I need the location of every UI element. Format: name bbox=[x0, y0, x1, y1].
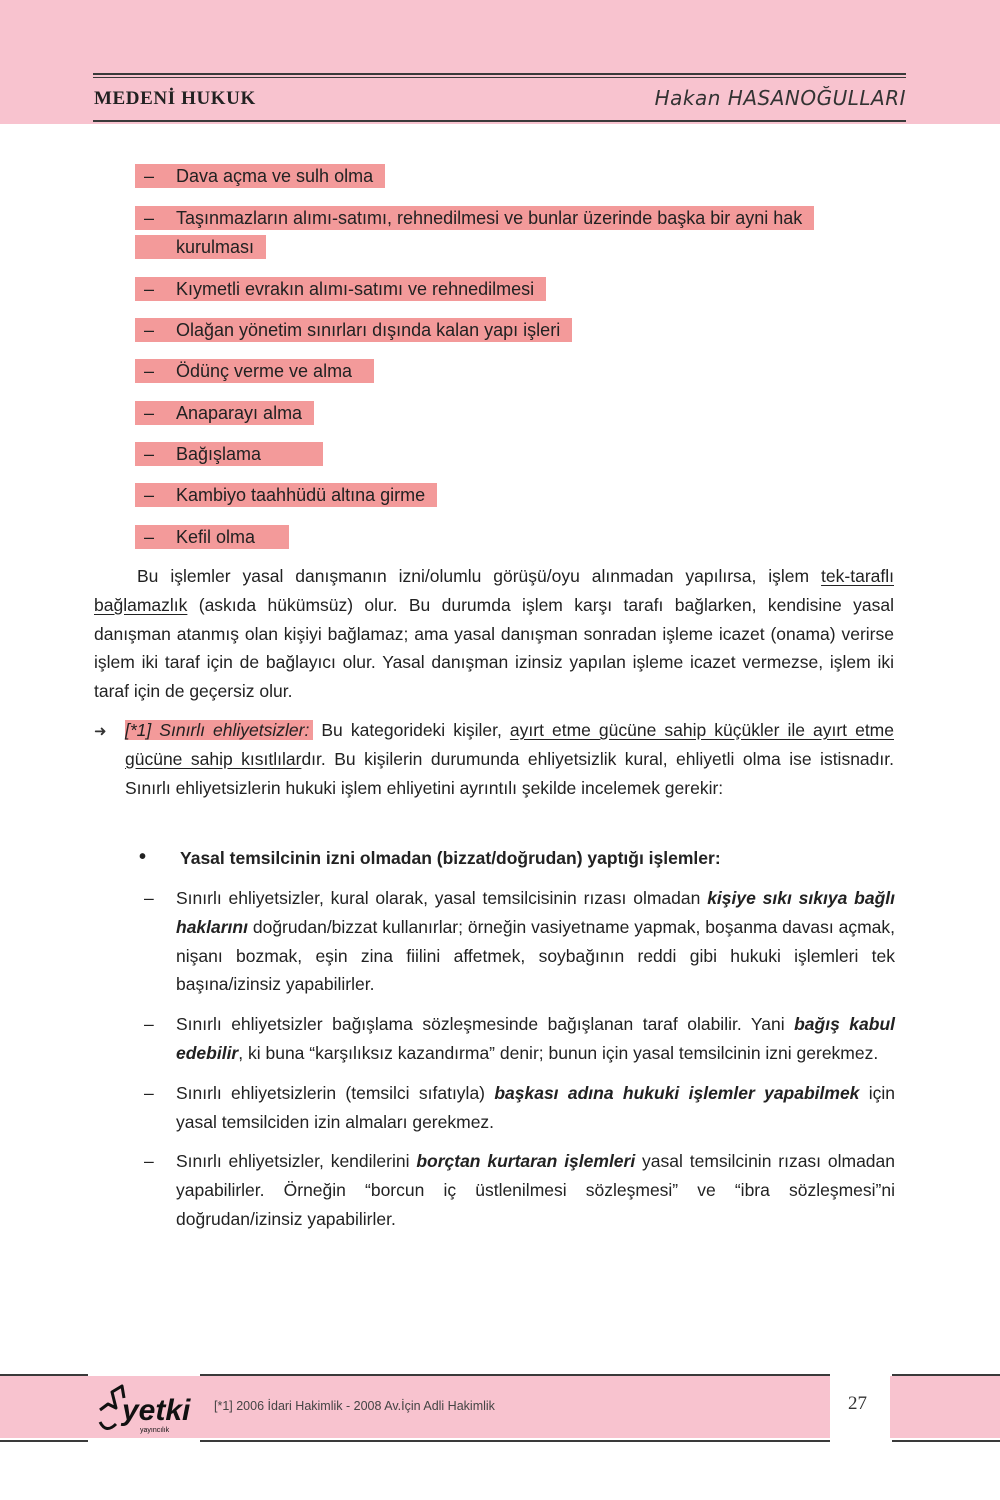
footer-rule bbox=[0, 1374, 88, 1376]
underlined-term: tek-taraflı bağlamazlık bbox=[94, 566, 894, 615]
sub-list bbox=[135, 884, 895, 1245]
list-item: – Olağan yönetim sınırları dışında kalan yapı işleri bbox=[135, 316, 900, 345]
footnote: [*1] 2006 İdari Hakimlik - 2008 Av.İçin Adli Hakimlik bbox=[214, 1399, 495, 1413]
list-item: – Anaparayı alma bbox=[135, 399, 900, 428]
footer-rule bbox=[200, 1374, 830, 1376]
section-label: [*1] Sınırlı ehliyetsizler: bbox=[125, 720, 313, 740]
footer-rule bbox=[892, 1440, 1000, 1442]
section-limited-incapacity: ➜ [*1] Sınırlı ehliyetsizler: Bu kategorideki kişiler, ayırt etme gücüne sahip küçükler ile ayırt etme gücüne sahip kısıtlılardır. Bu kişilerin durumunda ehliyetsizlik kural, ehliyetli olma ise istisnadır. Sınırlı ehliyetsizlerin hukuki işlem ehliyetini ayrıntılı şekilde incelemek gerekir: bbox=[94, 720, 894, 798]
body-paragraph: Bu işlemler yasal danışmanın izni/olumlu görüşü/oyu alınmadan yapılırsa, işlem tek-taraflı bağlamazlık (askıda hükümsüz) olur. Bu durumda işlem karşı tarafı bağlarken, kendisine yasal danışman atanmış olan kişiyi bağlamaz; ama yasal danışman sonradan işleme icazet (onama) verirse işlem iki taraf için de bağlayıcı olur. Yasal danışman izinsiz yapılan işleme icazet vermezse, işlem iki taraf için de geçersiz olur. bbox=[94, 566, 894, 702]
page-number: 27 bbox=[848, 1393, 867, 1414]
list-item: – Ödünç verme ve alma bbox=[135, 357, 900, 386]
header-rule-top bbox=[93, 73, 906, 75]
bullet-icon: • bbox=[139, 846, 147, 868]
footer-rule bbox=[0, 1440, 88, 1442]
logo-text: yetki bbox=[122, 1394, 191, 1427]
list-item: – Sınırlı ehliyetsizler bağışlama sözleşmesinde bağışlanan taraf olabilir. Yani bağış kabul edebilir, ki buna “karşılıksız kazandırma” denir; bunun için yasal temsilcinin izni gerekmez. bbox=[144, 1014, 895, 1063]
publisher-logo bbox=[94, 1376, 209, 1436]
list-item: – Kefil olma bbox=[135, 523, 900, 552]
list-item: – Sınırlı ehliyetsizler, kendilerini borçtan kurtaran işlemleri yasal temsilcinin rızası olmadan yapabilirler. Örneğin “borcun iç üstlenilmesi sözleşmesi” ve “ibra sözleşmesi”ni doğrudan/izinsiz yapabilirler. bbox=[144, 1151, 896, 1229]
footer-rule bbox=[892, 1374, 1000, 1376]
list-item: – Kıymetli evrakın alımı-satımı ve rehnedilmesi bbox=[135, 275, 900, 304]
header-rule-top-thin bbox=[93, 77, 906, 78]
list-item: – Taşınmazların alımı-satımı, rehnedilmesi ve bunlar üzerinde başka bir ayni hak kurulması bbox=[135, 203, 900, 262]
list-item: – Sınırlı ehliyetsizler, kural olarak, yasal temsilcisinin rızası olmadan kişiye sıkı sıkıya bağlı haklarını doğrudan/bizzat kullanırlar; örneğin vasiyetname yapmak, boşanma davası açmak, nişanı bozmak, eşin zina fiilini affetmek, soybağının reddi gibi hukuki işlemleri tek başına/izinsiz yapabilirler. bbox=[144, 888, 895, 995]
list-item: – Bağışlama bbox=[135, 440, 900, 469]
book-title: MEDENİ HUKUK bbox=[94, 88, 256, 109]
highlighted-list bbox=[135, 162, 900, 564]
underlined-term: ayırt etme gücüne sahip küçükler ile ayırt etme gücüne sahip kısıtlılar bbox=[125, 720, 894, 769]
list-item: – Dava açma ve sulh olma bbox=[135, 162, 900, 191]
arrow-right-icon: ➜ bbox=[94, 723, 107, 740]
logo-subtext: yayıncılık bbox=[140, 1427, 170, 1434]
footer-rule bbox=[200, 1440, 830, 1442]
list-item: – Kambiyo taahhüdü altına girme bbox=[135, 481, 900, 510]
list-item: – Sınırlı ehliyetsizlerin (temsilci sıfatıyla) başkası adına hukuki işlemler yapabilmek için yasal temsilciden izin almaları gerekmez. bbox=[144, 1082, 896, 1132]
header-rule-bottom bbox=[93, 120, 906, 122]
author-name: Hakan HASANOĞULLARI bbox=[654, 86, 906, 110]
